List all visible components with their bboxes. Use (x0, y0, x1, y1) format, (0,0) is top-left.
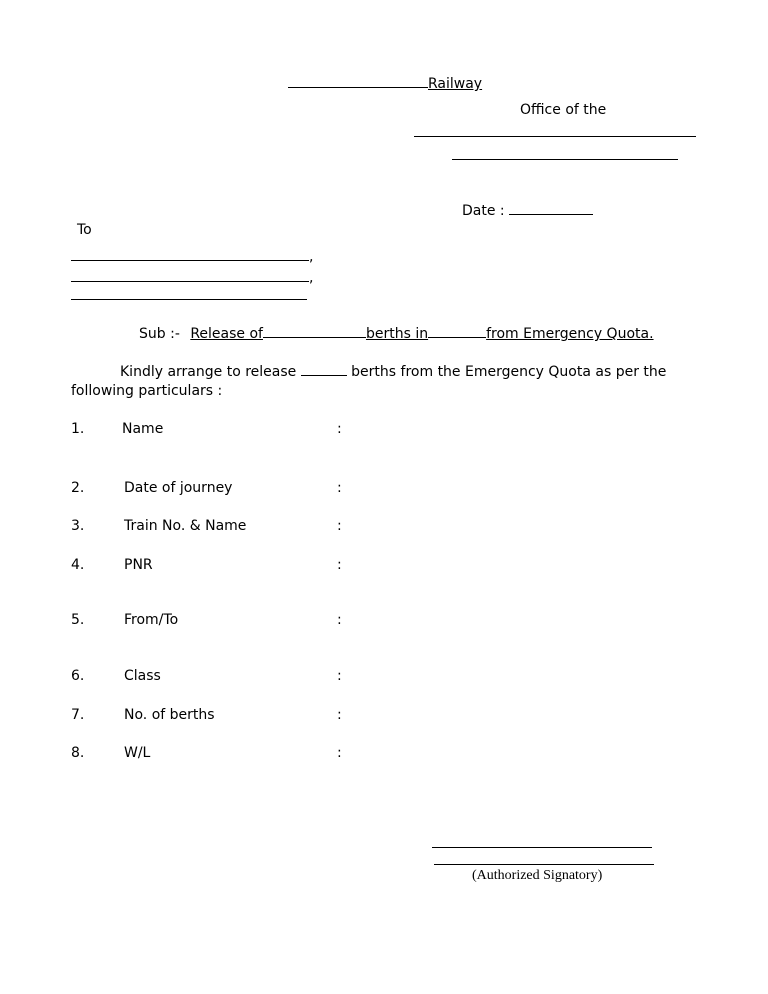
particular-label: No. of berths (124, 707, 215, 723)
railway-heading (288, 73, 482, 93)
to-label: To (77, 222, 92, 238)
subject-blank-date (428, 323, 486, 338)
particular-label: PNR (124, 557, 153, 573)
particular-row-name (0, 420, 768, 438)
particular-colon: : (337, 557, 342, 573)
particular-row-date-of-journey (0, 479, 768, 497)
particular-row-pnr (0, 556, 768, 574)
particular-label: Train No. & Name (124, 518, 247, 534)
date-field (462, 200, 593, 220)
particular-number: 4. (71, 557, 85, 573)
address-comma-1: , (309, 249, 314, 265)
particular-row-no-of-berths (0, 706, 768, 724)
particular-label: From/To (124, 612, 179, 628)
particular-label: Date of journey (124, 480, 233, 496)
particular-number: 2. (71, 480, 85, 496)
signature-caption: (Authorized Signatory) (472, 868, 603, 883)
particular-row-class (0, 667, 768, 685)
subject-from-quota: from Emergency Quota. (486, 326, 654, 342)
particular-label: Name (122, 421, 164, 437)
address-blank-3 (71, 299, 307, 300)
particular-row-wl (0, 744, 768, 762)
signature-line-1 (432, 847, 652, 848)
particular-number: 3. (71, 518, 85, 534)
subject-berths-in: berths in (365, 326, 429, 342)
particular-number: 6. (71, 668, 85, 684)
body-rest: berths from the Emergency Quota as per the (351, 364, 667, 380)
subject-blank-count (263, 323, 366, 338)
office-blank-line-2 (452, 159, 678, 160)
address-line-1 (71, 246, 313, 266)
particular-row-train (0, 517, 768, 535)
particular-colon: : (337, 480, 342, 496)
signature-line-2 (434, 864, 654, 865)
address-blank-2 (71, 267, 309, 282)
particular-row-from-to (0, 611, 768, 629)
particular-colon: : (337, 707, 342, 723)
particular-number: 1. (71, 421, 85, 437)
particular-label: W/L (124, 745, 151, 761)
particular-number: 8. (71, 745, 85, 761)
office-blank-line-1 (414, 136, 696, 137)
address-blank-1 (71, 246, 309, 261)
particular-number: 5. (71, 612, 85, 628)
railway-label: Railway (428, 76, 483, 92)
particular-colon: : (337, 668, 342, 684)
subject-prefix: Sub :- (139, 326, 180, 342)
particular-colon: : (337, 612, 342, 628)
body-kindly: Kindly arrange to release (120, 364, 297, 380)
date-label: Date : (462, 203, 505, 219)
body-line-2: following particulars : (71, 383, 223, 399)
particular-colon: : (337, 518, 342, 534)
body-count-blank (301, 361, 347, 376)
particular-label: Class (124, 668, 161, 684)
subject-release-of: Release of (190, 326, 263, 342)
date-blank (509, 200, 593, 215)
office-of-label: Office of the (520, 102, 607, 118)
body-line-1 (120, 361, 666, 381)
particular-colon: : (337, 421, 342, 437)
particular-number: 7. (71, 707, 85, 723)
particular-colon: : (337, 745, 342, 761)
address-line-2 (71, 267, 313, 287)
address-comma-2: , (309, 270, 314, 286)
railway-name-blank (288, 73, 428, 88)
subject-line (139, 323, 654, 343)
